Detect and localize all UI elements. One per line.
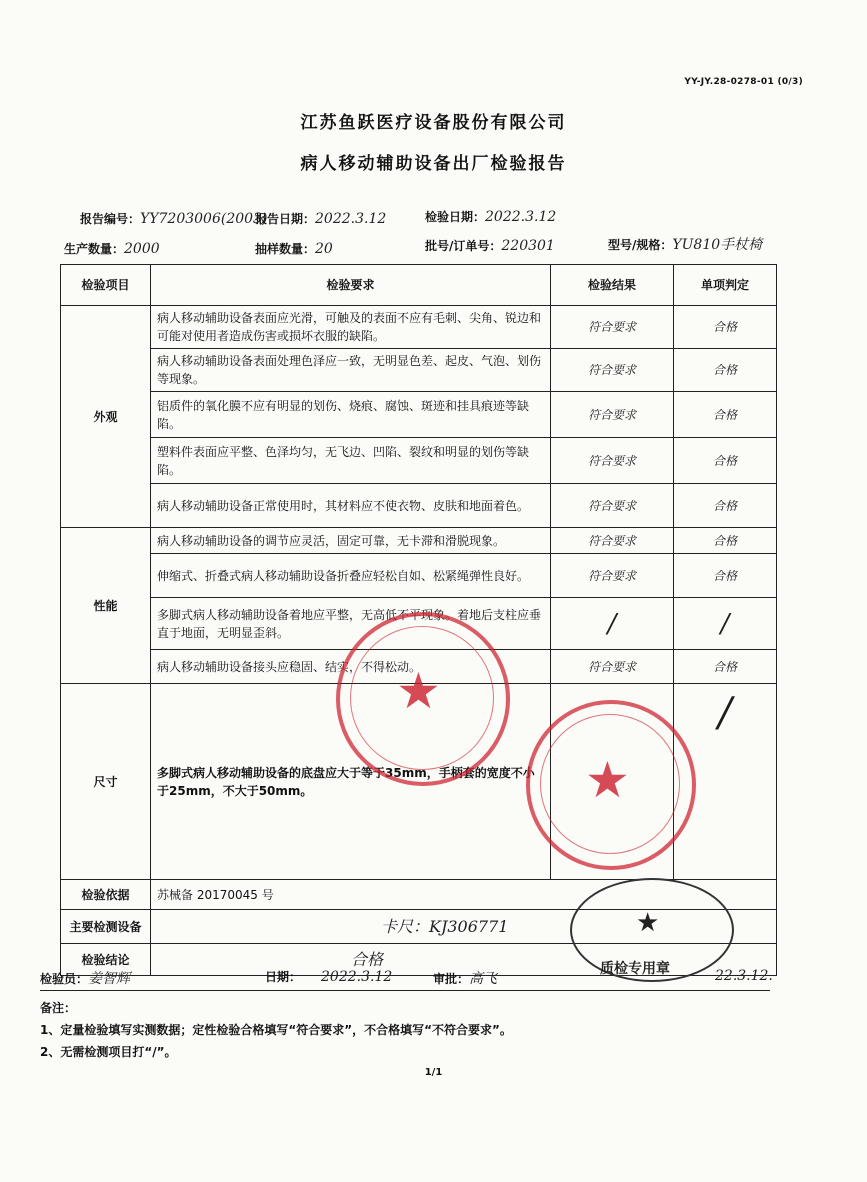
- signoff-date: [265, 968, 392, 985]
- result-cell: 符合要求: [551, 306, 674, 349]
- table-row: [61, 392, 777, 438]
- result-cell: 符合要求: [551, 528, 674, 554]
- production-quantity-value: 2000: [124, 241, 160, 257]
- inspection-date: [425, 208, 556, 225]
- category-appearance: 外观: [61, 306, 151, 528]
- report-title: 病人移动辅助设备出厂检验报告: [300, 154, 567, 174]
- star-icon: ★: [585, 751, 630, 809]
- requirement-cell: 病人移动辅助设备接头应稳固、结实，不得松动。: [151, 650, 551, 684]
- sample-quantity-value: 20: [315, 241, 333, 257]
- requirement-cell: 病人移动辅助设备表面应光滑，可触及的表面不应有毛刺、尖角、锐边和可能对使用者造成伤害或损坏衣服的缺陷。: [151, 306, 551, 349]
- result-cell: 符合要求: [551, 650, 674, 684]
- notes: [40, 997, 512, 1063]
- inspector: [40, 968, 130, 988]
- batch-number-value: 220301: [501, 238, 555, 254]
- basis-label: 检验依据: [61, 880, 151, 910]
- note-item: 1、定量检验填写实测数据；定性检验合格填写“符合要求”，不合格填写“不符合要求”。: [40, 1023, 512, 1037]
- judgement-cell: /: [674, 684, 777, 880]
- requirement-cell: 病人移动辅助设备表面处理色泽应一致，无明显色差、起皮、气泡、划伤等现象。: [151, 349, 551, 392]
- report-number-label: 报告编号：: [80, 212, 141, 226]
- requirement-cell: 多脚式病人移动辅助设备的底盘应大于等于35mm，手柄套的宽度不小于25mm，不大于50mm。: [151, 684, 551, 880]
- equipment-value: 卡尺：KJ306771: [151, 910, 777, 944]
- table-row: [61, 528, 777, 554]
- header-item: 检验项目: [61, 265, 151, 306]
- sample-quantity-label: 抽样数量：: [255, 242, 316, 256]
- star-icon: ★: [636, 908, 660, 938]
- table-row: [61, 438, 777, 484]
- judgement-cell: 合格: [674, 349, 777, 392]
- judgement-cell: 合格: [674, 484, 777, 528]
- sample-quantity: [255, 240, 333, 257]
- requirement-cell: 塑料件表面应平整、色泽均匀，无飞边、凹陷、裂纹和明显的划伤等缺陷。: [151, 438, 551, 484]
- note-item: 2、无需检测项目打“/”。: [40, 1045, 177, 1059]
- production-quantity: [64, 240, 160, 257]
- qc-stamp: [570, 878, 734, 982]
- star-icon: ★: [396, 662, 441, 720]
- notes-title: 备注：: [40, 1001, 77, 1015]
- requirement-cell: 病人移动辅助设备的调节应灵活，固定可靠，无卡滞和滑脱现象。: [151, 528, 551, 554]
- company-name: 江苏鱼跃医疗设备股份有限公司: [300, 113, 567, 133]
- table-row: [61, 306, 777, 349]
- company-seal-2: [526, 700, 696, 870]
- model-spec-label: 型号/规格：: [608, 238, 673, 252]
- table-row: [61, 554, 777, 598]
- model-spec-value: YU810手杖椅: [672, 237, 763, 253]
- reviewer-signature: 高飞: [469, 971, 498, 987]
- signoff-date-label: 日期：: [265, 970, 302, 984]
- result-cell: 符合要求: [551, 438, 674, 484]
- inspector-signature: 姜智辉: [88, 971, 131, 987]
- report-date-label: 报告日期：: [255, 212, 316, 226]
- table-header-row: [61, 265, 777, 306]
- requirement-cell: 多脚式病人移动辅助设备着地应平整，无高低不平现象。着地后支柱应垂直于地面，无明显歪斜。: [151, 598, 551, 650]
- header-judgement: 单项判定: [674, 265, 777, 306]
- category-dimension: 尺寸: [61, 684, 151, 880]
- conclusion-value: 合格: [151, 944, 777, 976]
- judgement-cell: 合格: [674, 650, 777, 684]
- table-row: [61, 484, 777, 528]
- result-cell: 符合要求: [551, 392, 674, 438]
- header-requirement: 检验要求: [151, 265, 551, 306]
- conclusion-label: 检验结论: [61, 944, 151, 976]
- equipment-label: 主要检测设备: [61, 910, 151, 944]
- requirement-cell: 病人移动辅助设备正常使用时，其材料应不使衣物、皮肤和地面着色。: [151, 484, 551, 528]
- judgement-cell: /: [674, 598, 777, 650]
- result-cell: 符合要求: [551, 349, 674, 392]
- batch-number-label: 批号/订单号：: [425, 239, 502, 253]
- judgement-cell: 合格: [674, 528, 777, 554]
- judgement-cell: 合格: [674, 438, 777, 484]
- document-code: YY-JY.28-0278-01 (0/3): [684, 77, 803, 87]
- judgement-cell: 合格: [674, 554, 777, 598]
- report-date-value: 2022.3.12: [315, 211, 387, 227]
- model-spec: [608, 234, 762, 254]
- result-cell: /: [551, 598, 674, 650]
- qc-stamp-text: 质检专用章: [600, 961, 670, 977]
- inspection-date-label: 检验日期：: [425, 210, 486, 224]
- table-row: [61, 349, 777, 392]
- approve-date: 22.3.12.: [715, 968, 773, 984]
- requirement-cell: 铝质件的氧化膜不应有明显的划伤、烧痕、腐蚀、斑迹和挂具痕迹等缺陷。: [151, 392, 551, 438]
- report-date: [255, 210, 386, 227]
- requirement-cell: 伸缩式、折叠式病人移动辅助设备折叠应轻松自如、松紧绳弹性良好。: [151, 554, 551, 598]
- inspector-label: 检验员：: [40, 972, 89, 986]
- inspection-date-value: 2022.3.12: [485, 209, 557, 225]
- category-performance: 性能: [61, 528, 151, 684]
- header-result: 检验结果: [551, 265, 674, 306]
- signoff-date-value: 2022.3.12: [321, 969, 393, 985]
- judgement-cell: 合格: [674, 306, 777, 349]
- reviewer-label: 审批：: [433, 972, 470, 986]
- basis-value: 苏械备 20170045 号: [151, 880, 777, 910]
- report-number: [80, 210, 267, 227]
- reviewer: [433, 968, 497, 988]
- company-seal-1: [336, 612, 510, 786]
- judgement-cell: 合格: [674, 392, 777, 438]
- page-number: 1/1: [424, 1067, 443, 1078]
- result-cell: 符合要求: [551, 484, 674, 528]
- report-number-value: YY7203006(2003): [140, 211, 268, 227]
- batch-number: [425, 237, 555, 254]
- result-cell: 符合要求: [551, 554, 674, 598]
- production-quantity-label: 生产数量：: [64, 242, 125, 256]
